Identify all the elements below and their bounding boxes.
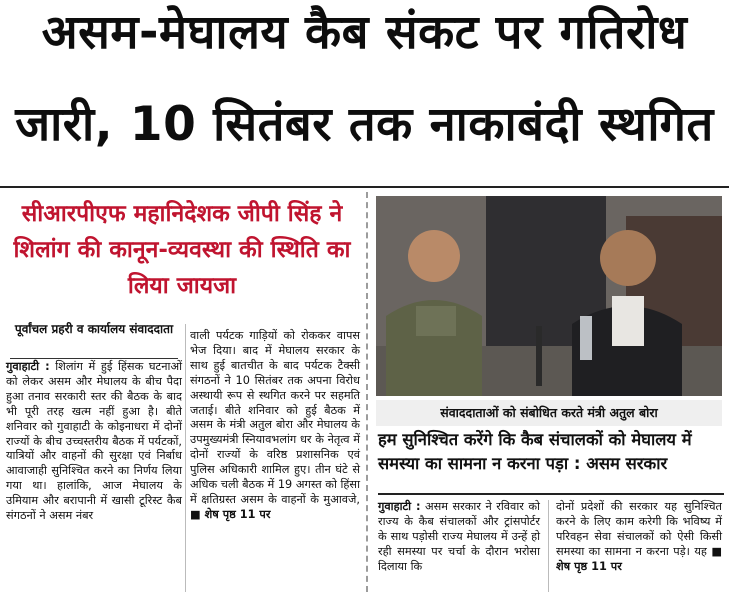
second-story-text-2: दोनों प्रदेशों की सरकार यह सुनिश्चित करने के लिए काम करेगी कि भविष्य में परिवहन सेवा संचालकों को ऐसी किसी समस्या का सामना न करना पड़े। यह	[556, 500, 722, 558]
main-story-column-2	[190, 329, 360, 523]
headline-divider	[0, 186, 729, 188]
main-story-column-1	[6, 360, 182, 524]
second-story-text-1: असम सरकार ने रविवार को राज्य के कैब संचालकों और ट्रांसपोर्टर के साथ पड़ोसी राज्य मेघालय में उन्हें हो रही समस्या पर चर्चा के दौरान भरोसा दिलाया कि	[378, 500, 540, 573]
inner-column-divider	[185, 324, 186, 592]
column-divider	[366, 192, 368, 592]
main-story-text-1: शिलांग में हुई हिंसक घटनाओं को लेकर असम और मेघालय के बीच पैदा हुआ तनाव सरकारी स्तर की बैठक के बाद भी पूरी तरह खत्म नहीं हुआ है। बीते शनिवार को गुवाहाटी के कोइनाधरा में दोनों राज्यों के बीच उच्चस्तरीय बैठक में पर्यटकों, यात्रियों और वाहनों की सुरक्षा एवं निर्बाध आवाजाही सुनिश्चित करने का निर्णय लिया गया था। हालांकि, आज मेघालय के उमियाम और बरापानी में खासी टूरिस्ट कैब संगठनों ने असम नंबर	[6, 360, 182, 523]
second-story-column-1	[378, 500, 540, 575]
second-headline-rule	[378, 493, 724, 495]
news-photo	[376, 196, 722, 396]
dateline: गुवाहाटी :	[6, 360, 50, 373]
main-story-text-2: वाली पर्यटक गाड़ियों को रोककर वापस भेज दिया। बाद में मेघालय सरकार के साथ हुई बातचीत के बाद पर्यटक टैक्सी संगठनों ने 10 सितंबर तक अपना विरोध अस्थायी रूप से स्थगित करने पर सहमति जताई। बीते शनिवार को हुई बैठक में असम के मंत्री अतुल बोरा और मेघालय के उपमुख्यमंत्री स्नियावभलांग धर के नेतृत्व में दोनों राज्यों के वरिष्ठ प्रशासनिक एवं पुलिस अधिकारी शामिल हुए। तीन घंटे से अधिक चली बैठक में 19 अगस्त को हिंसा में क्षतिग्रस्त असम के वाहनों के मुआवजे,	[190, 329, 360, 506]
byline: पूर्वांचल प्रहरी व कार्यालय संवाददाता	[14, 322, 174, 336]
second-inner-divider	[548, 500, 549, 592]
second-story-column-2	[556, 500, 722, 575]
second-headline: हम सुनिश्चित करेंगे कि कैब संचालकों को मेघालय में समस्या का सामना न करना पड़ा : असम सरकार	[378, 430, 692, 473]
photo-caption: संवाददाताओं को संबोधित करते मंत्री अतुल बोरा	[376, 400, 722, 426]
second-dateline: गुवाहाटी :	[378, 500, 421, 513]
second-continued-marker: ■ शेष पृष्ठ 11 पर	[556, 544, 723, 573]
photo-illustration	[376, 196, 722, 396]
sub-headline: सीआरपीएफ महानिदेशक जीपी सिंह ने शिलांग की कानून-व्यवस्था की स्थिति का लिया जायजा	[13, 201, 351, 299]
main-headline-line-1: असम-मेघालय कैब संकट पर गतिरोध	[41, 5, 688, 60]
main-headline-line-2: जारी, 10 सितंबर तक नाकाबंदी स्थगित	[15, 97, 714, 152]
byline-rule	[10, 358, 178, 359]
continued-marker: ■ शेष पृष्ठ 11 पर	[190, 507, 271, 521]
